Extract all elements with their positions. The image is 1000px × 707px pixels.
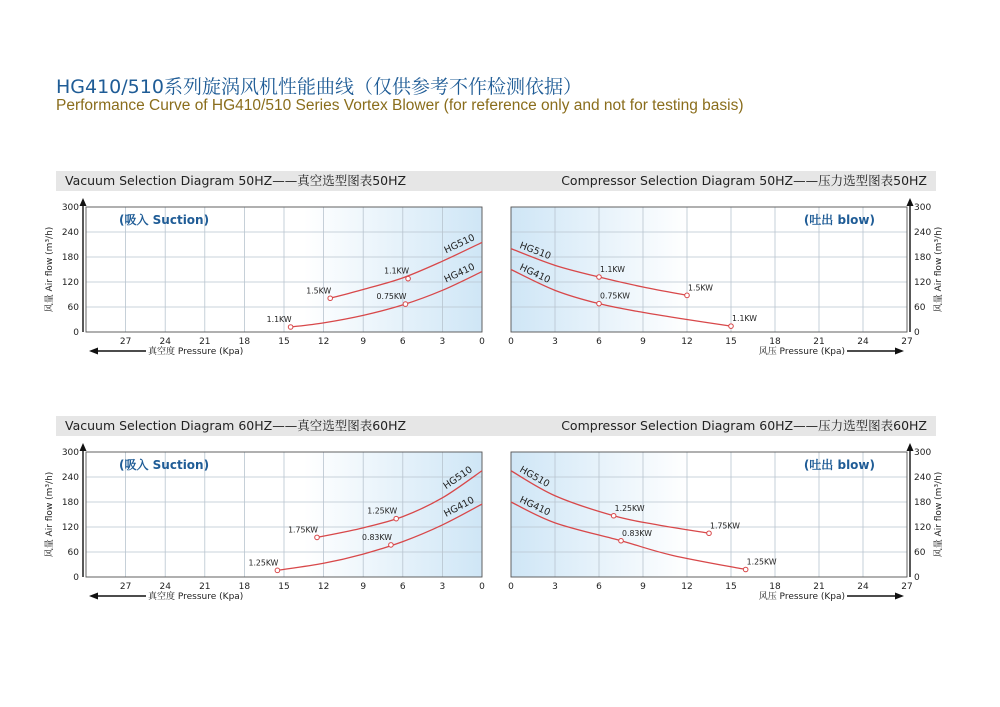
vac50-ytick-label-3: 180 bbox=[61, 253, 79, 263]
vac50-y-axis-label: 风量 Air flow (m³/h) bbox=[45, 226, 55, 313]
comp60-y-axis-arrow bbox=[907, 443, 914, 451]
comp60-power-point-0 bbox=[611, 513, 616, 518]
comp50-xtick-label-5: 15 bbox=[725, 337, 737, 347]
comp50-x-axis-label: 风压 Pressure (Kpa) bbox=[758, 347, 845, 357]
vac50-xtick-label-5: 12 bbox=[317, 337, 330, 347]
comp60-xtick-label-6: 18 bbox=[769, 582, 781, 592]
vac50-xtick-label-1: 24 bbox=[159, 337, 171, 347]
comp60-ytick-label-2: 120 bbox=[914, 523, 932, 533]
vac50-xtick-label-0: 27 bbox=[119, 337, 132, 347]
comp60-xtick-label-9: 27 bbox=[901, 582, 913, 592]
vac60-x-axis-arrow bbox=[89, 593, 98, 600]
comp60-y-axis-label: 风量 Air flow (m³/h) bbox=[934, 471, 944, 558]
vac50-inner-label: (吸入 Suction) bbox=[119, 213, 210, 227]
comp50-xtick-label-0: 0 bbox=[508, 337, 514, 347]
vac60-x-axis-label: 真空度 Pressure (Kpa) bbox=[148, 592, 244, 602]
vac50-y-axis-arrow bbox=[80, 198, 87, 206]
comp60-series-label-HG510: HG510 bbox=[517, 464, 552, 491]
comp50-xtick-label-3: 9 bbox=[640, 337, 646, 347]
comp50-header-title: Compressor Selection Diagram 50HZ——压力选型图表50HZ bbox=[561, 173, 927, 188]
vac60-power-point-3 bbox=[389, 543, 394, 548]
comp60-x-axis-label: 风压 Pressure (Kpa) bbox=[758, 592, 845, 602]
vac60-xtick-label-9: 0 bbox=[479, 582, 485, 592]
comp50-xtick-label-6: 18 bbox=[769, 337, 781, 347]
vac50-x-axis-label: 真空度 Pressure (Kpa) bbox=[148, 347, 244, 357]
comp60-inner-label: (吐出 blow) bbox=[803, 458, 875, 472]
vac50-series-label-HG510: HG510 bbox=[442, 232, 477, 257]
vac60-power-point-label-3: 0.83KW bbox=[362, 532, 392, 542]
comp50-y-axis-arrow bbox=[907, 198, 914, 206]
comp50-power-point-label-2: 0.75KW bbox=[600, 291, 630, 301]
vac50-power-point-label-2: 0.75KW bbox=[376, 292, 407, 302]
vac60-xtick-label-8: 3 bbox=[439, 582, 446, 592]
comp60-power-point-2 bbox=[619, 538, 624, 543]
vac60-chart bbox=[40, 441, 510, 616]
vac60-xtick-label-5: 12 bbox=[317, 582, 330, 592]
comp60-xtick-label-5: 15 bbox=[725, 582, 737, 592]
vac60-xtick-label-3: 18 bbox=[238, 582, 251, 592]
vac50-xtick-label-3: 18 bbox=[238, 337, 251, 347]
comp50-power-point-label-1: 1.5KW bbox=[688, 283, 713, 293]
comp60-xtick-label-4: 12 bbox=[681, 582, 693, 592]
comp50-power-point-2 bbox=[597, 301, 602, 306]
vac50-ytick-label-0: 0 bbox=[73, 328, 79, 338]
vac60-xtick-label-1: 24 bbox=[159, 582, 171, 592]
vac60-series-label-HG410: HG410 bbox=[442, 494, 477, 520]
comp50-y-axis-label: 风量 Air flow (m³/h) bbox=[934, 226, 944, 313]
comp60-series-label-HG410: HG410 bbox=[517, 494, 552, 519]
comp50-chart bbox=[488, 196, 958, 371]
comp60-x-axis-arrow bbox=[895, 593, 904, 600]
vac50-xtick-label-9: 0 bbox=[479, 337, 485, 347]
vac50-x-axis-arrow bbox=[89, 348, 98, 355]
comp50-series-label-HG510: HG510 bbox=[517, 240, 553, 263]
vac50-header-title: Vacuum Selection Diagram 50HZ——真空选型图表50HZ bbox=[65, 173, 407, 188]
comp60-chart bbox=[488, 441, 958, 616]
vac50-xtick-label-2: 21 bbox=[199, 337, 211, 347]
comp50-ytick-label-4: 240 bbox=[914, 228, 932, 238]
vac60-power-point-0 bbox=[275, 568, 280, 573]
comp50-ytick-label-1: 60 bbox=[914, 303, 926, 313]
vac50-xtick-label-4: 15 bbox=[278, 337, 290, 347]
vac50-xtick-label-8: 3 bbox=[439, 337, 446, 347]
comp50-ytick-label-3: 180 bbox=[914, 253, 932, 263]
comp50-power-point-0 bbox=[597, 275, 602, 280]
vac50-power-point-0 bbox=[288, 325, 293, 330]
comp50-xtick-label-4: 12 bbox=[681, 337, 693, 347]
comp60-xtick-label-0: 0 bbox=[508, 582, 514, 592]
comp60-ytick-label-4: 240 bbox=[914, 473, 932, 483]
comp60-power-point-label-0: 1.25KW bbox=[614, 503, 645, 513]
vac50-power-point-3 bbox=[406, 276, 411, 281]
vac50-power-point-label-3: 1.1KW bbox=[384, 266, 410, 276]
comp60-power-point-3 bbox=[743, 567, 748, 572]
comp50-xtick-label-1: 3 bbox=[552, 337, 558, 347]
vac60-ytick-label-4: 240 bbox=[61, 473, 79, 483]
comp50-ytick-label-0: 0 bbox=[914, 328, 920, 338]
vac60-inner-label: (吸入 Suction) bbox=[119, 458, 210, 472]
vac50-ytick-label-2: 120 bbox=[61, 278, 79, 288]
vac50-power-point-label-1: 1.5KW bbox=[306, 286, 332, 296]
comp60-xtick-label-2: 6 bbox=[596, 582, 602, 592]
comp60-ytick-label-0: 0 bbox=[914, 573, 920, 583]
comp50-xtick-label-9: 27 bbox=[901, 337, 913, 347]
comp60-ytick-label-5: 300 bbox=[914, 448, 932, 458]
vac60-power-point-2 bbox=[394, 516, 399, 521]
vac50-ytick-label-4: 240 bbox=[61, 228, 79, 238]
vac60-power-point-1 bbox=[315, 535, 320, 540]
comp50-ytick-label-5: 300 bbox=[914, 203, 932, 213]
vac60-xtick-label-6: 9 bbox=[360, 582, 367, 592]
comp50-power-point-1 bbox=[685, 293, 690, 298]
comp60-xtick-label-1: 3 bbox=[552, 582, 558, 592]
comp50-ytick-label-2: 120 bbox=[914, 278, 932, 288]
comp60-xtick-label-8: 24 bbox=[857, 582, 869, 592]
vac50-power-point-1 bbox=[328, 296, 333, 301]
vac60-xtick-label-4: 15 bbox=[278, 582, 290, 592]
vac60-xtick-label-7: 6 bbox=[399, 582, 406, 592]
comp60-xtick-label-7: 21 bbox=[813, 582, 825, 592]
page-title-cn: HG410/510系列旋涡风机性能曲线（仅供参考不作检测依据） bbox=[56, 76, 582, 98]
vac50-power-point-label-0: 1.1KW bbox=[266, 315, 292, 324]
vac60-xtick-label-0: 27 bbox=[119, 582, 132, 592]
vac60-ytick-label-0: 0 bbox=[73, 573, 79, 583]
vac50-ytick-label-5: 300 bbox=[61, 203, 79, 213]
vac60-header-title: Vacuum Selection Diagram 60HZ——真空选型图表60HZ bbox=[65, 418, 407, 433]
vac60-y-axis-label: 风量 Air flow (m³/h) bbox=[45, 471, 55, 558]
comp60-power-point-label-1: 1.75KW bbox=[710, 521, 740, 531]
comp60-power-point-label-2: 0.83KW bbox=[622, 528, 652, 538]
row2-header bbox=[56, 416, 936, 436]
comp50-power-point-label-0: 1.1KW bbox=[600, 265, 625, 274]
vac60-power-point-label-0: 1.25KW bbox=[248, 558, 279, 568]
comp60-ytick-label-1: 60 bbox=[914, 548, 926, 558]
comp60-ytick-label-3: 180 bbox=[914, 498, 932, 508]
comp60-xtick-label-3: 9 bbox=[640, 582, 646, 592]
vac60-y-axis-arrow bbox=[80, 443, 87, 451]
comp60-power-point-1 bbox=[707, 531, 712, 536]
vac50-series-label-HG410: HG410 bbox=[442, 261, 477, 286]
comp50-inner-label: (吐出 blow) bbox=[803, 213, 875, 227]
vac50-power-point-2 bbox=[403, 302, 408, 307]
vac50-ytick-label-1: 60 bbox=[67, 303, 79, 313]
vac60-series-label-HG510: HG510 bbox=[441, 464, 475, 492]
vac60-power-point-label-1: 1.75KW bbox=[288, 525, 318, 535]
vac50-xtick-label-7: 6 bbox=[399, 337, 406, 347]
page-title-en: Performance Curve of HG410/510 Series Vortex Blower (for reference only and not for testing basis) bbox=[56, 97, 744, 114]
vac60-ytick-label-2: 120 bbox=[61, 523, 79, 533]
comp60-power-point-label-3: 1.25KW bbox=[746, 557, 777, 567]
comp50-power-point-label-3: 1.1KW bbox=[732, 314, 757, 324]
vac60-xtick-label-2: 21 bbox=[199, 582, 211, 592]
vac50-xtick-label-6: 9 bbox=[360, 337, 367, 347]
comp50-xtick-label-2: 6 bbox=[596, 337, 602, 347]
comp50-power-point-3 bbox=[729, 324, 734, 329]
comp50-xtick-label-8: 24 bbox=[857, 337, 869, 347]
comp60-header-title: Compressor Selection Diagram 60HZ——压力选型图表60HZ bbox=[561, 418, 927, 433]
comp50-x-axis-arrow bbox=[895, 348, 904, 355]
vac50-chart bbox=[40, 196, 510, 371]
vac60-ytick-label-3: 180 bbox=[61, 498, 79, 508]
comp50-xtick-label-7: 21 bbox=[813, 337, 825, 347]
vac60-power-point-label-2: 1.25KW bbox=[367, 506, 398, 516]
comp50-series-label-HG410: HG410 bbox=[517, 262, 552, 286]
vac60-ytick-label-5: 300 bbox=[61, 448, 79, 458]
vac60-ytick-label-1: 60 bbox=[67, 548, 79, 558]
row1-header bbox=[56, 171, 936, 191]
